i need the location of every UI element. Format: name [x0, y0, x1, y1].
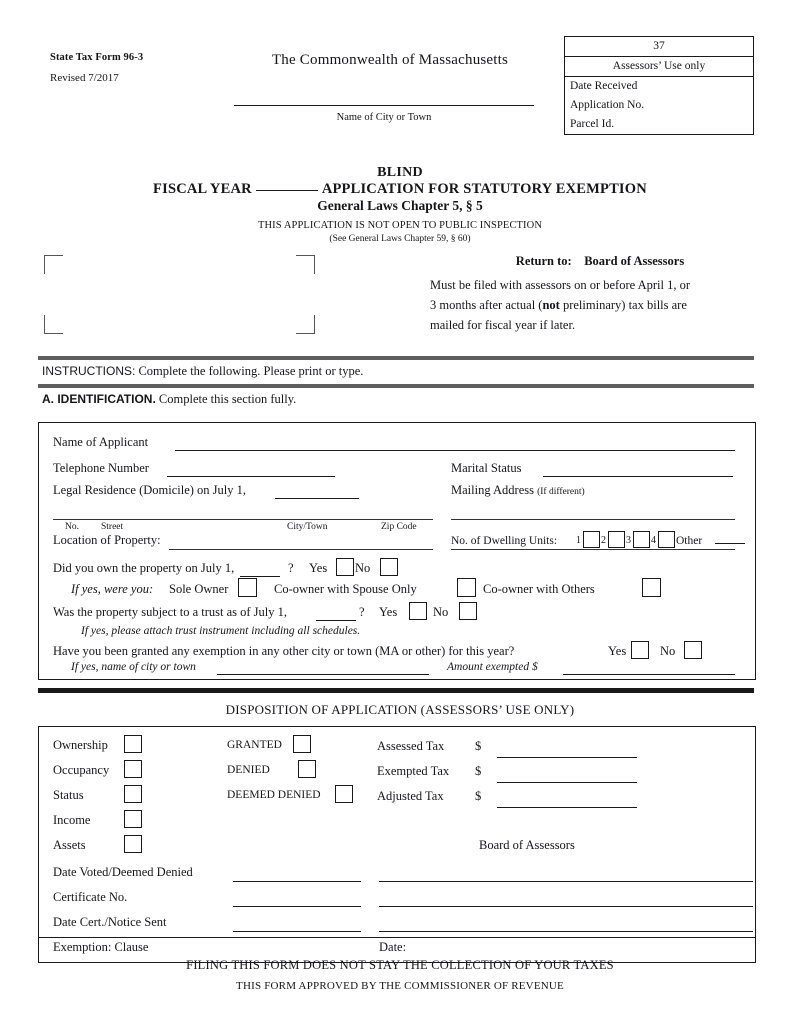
dwelling-units-other-label: Other: [676, 535, 703, 547]
assessors-box-number: 37: [653, 40, 665, 52]
assessed-tax-currency: $: [475, 739, 482, 753]
own-property-question-mark: ?: [288, 561, 294, 575]
marital-status-label: Marital Status: [451, 461, 522, 475]
address-no-label: No.: [65, 522, 79, 532]
dwelling-units-checkbox-2[interactable]: [608, 531, 625, 548]
exemption-date-label: Date:: [379, 940, 407, 954]
instructions-text: Complete the following. Please print or type.: [138, 364, 364, 378]
disposition-deemed-denied-checkbox[interactable]: [335, 785, 353, 803]
address-corner-bottom-right-icon: [296, 315, 315, 334]
instructions-bottom-divider: [38, 384, 754, 388]
disposition-status-label: Status: [53, 788, 84, 802]
own-property-year-input[interactable]: [240, 576, 280, 577]
city-town-blank-line[interactable]: [234, 105, 534, 106]
section-a-heading-line: [42, 392, 296, 407]
city-town-label: Name of City or Town: [336, 112, 432, 123]
trust-yes-checkbox[interactable]: [409, 602, 427, 620]
disposition-occupancy-checkbox[interactable]: [124, 760, 142, 778]
other-exemption-yes-checkbox[interactable]: [631, 641, 649, 659]
certificate-signature-input[interactable]: [379, 906, 753, 907]
dwelling-units-checkbox-3[interactable]: [633, 531, 650, 548]
disposition-income-checkbox[interactable]: [124, 810, 142, 828]
other-exemption-question: Have you been granted any exemption in any other city or town (MA or other) for this year?: [53, 644, 515, 658]
certificate-no-input[interactable]: [233, 906, 361, 907]
dwelling-units-label: No. of Dwelling Units:: [451, 535, 558, 547]
disposition-income-label: Income: [53, 813, 91, 827]
return-to-line-2-a: 3 months after actual (: [430, 298, 543, 312]
adjusted-tax-input[interactable]: [497, 807, 637, 808]
legal-residence-label: Legal Residence (Domicile) on July 1,: [53, 483, 246, 497]
address-corner-top-right-icon: [296, 255, 315, 274]
amount-exempted-label: Amount exempted $: [447, 661, 538, 673]
general-laws-citation: General Laws Chapter 5, § 5: [317, 198, 483, 213]
dwelling-units-other-input[interactable]: [715, 543, 745, 544]
disposition-denied-label: DENIED: [227, 764, 270, 776]
co-owner-spouse-checkbox[interactable]: [457, 578, 476, 597]
co-owner-others-label: Co-owner with Others: [483, 582, 595, 596]
trust-no-checkbox[interactable]: [459, 602, 477, 620]
name-of-applicant-input[interactable]: [175, 450, 735, 451]
return-to-label: Return to:: [515, 254, 572, 268]
footer-line-1: FILING THIS FORM DOES NOT STAY THE COLLECTION OF YOUR TAXES: [186, 958, 614, 972]
exempted-tax-currency: $: [475, 764, 482, 778]
date-cert-notice-label: Date Cert./Notice Sent: [53, 915, 167, 929]
fiscal-year-label: FISCAL YEAR: [153, 181, 252, 197]
mailing-address-input-2[interactable]: [451, 549, 735, 550]
return-to-line-2-b: preliminary) tax bills are: [559, 298, 687, 312]
instructions-heading: INSTRUCTIONS:: [42, 364, 136, 378]
commonwealth-title: The Commonwealth of Massachusetts: [271, 52, 509, 68]
other-exemption-no-label: No: [660, 644, 676, 658]
adjusted-tax-currency: $: [475, 789, 482, 803]
disposition-title: DISPOSITION OF APPLICATION (ASSESSORS’ USE ONLY): [225, 702, 575, 717]
instructions-top-divider: [38, 356, 754, 360]
disposition-status-checkbox[interactable]: [124, 785, 142, 803]
co-owner-others-checkbox[interactable]: [642, 578, 661, 597]
fiscal-year-blank[interactable]: [256, 190, 318, 191]
disposition-deemed-denied-label: DEEMED DENIED: [227, 789, 321, 801]
see-general-laws-note: (See General Laws Chapter 59, § 60): [329, 234, 471, 244]
assessors-date-received-field[interactable]: Date Received: [565, 76, 753, 96]
adjusted-tax-label: Adjusted Tax: [377, 789, 444, 803]
own-property-yes-checkbox[interactable]: [336, 558, 354, 576]
return-to-line-3: mailed for fiscal year if later.: [430, 318, 576, 332]
return-to-line-2-bold: not: [542, 298, 560, 312]
return-to-line-1: Must be filed with assessors on or before April 1, or: [430, 278, 691, 292]
dwelling-units-checkbox-1[interactable]: [583, 531, 600, 548]
instructions-line: [42, 364, 363, 379]
dwelling-units-option-2: 2: [601, 535, 606, 546]
exempted-tax-input[interactable]: [497, 782, 637, 783]
assessors-application-no-field[interactable]: Application No.: [570, 99, 645, 111]
sole-owner-label: Sole Owner: [169, 582, 229, 596]
legal-residence-address-input[interactable]: [53, 519, 433, 520]
not-open-notice: THIS APPLICATION IS NOT OPEN TO PUBLIC INSPECTION: [257, 220, 543, 231]
address-street-label: Street: [101, 522, 124, 532]
if-yes-city-input[interactable]: [217, 674, 429, 675]
date-cert-notice-input[interactable]: [233, 931, 361, 932]
date-voted-input[interactable]: [233, 881, 361, 882]
address-corner-bottom-left-icon: [44, 315, 63, 334]
return-to-recipient: Board of Assessors: [584, 254, 685, 268]
address-zip-code-label: Zip Code: [381, 522, 417, 532]
disposition-ownership-label: Ownership: [53, 738, 108, 752]
disposition-granted-checkbox[interactable]: [293, 735, 311, 753]
other-exemption-no-checkbox[interactable]: [684, 641, 702, 659]
date-voted-signature-input[interactable]: [379, 881, 753, 882]
name-of-applicant-label: Name of Applicant: [53, 435, 149, 449]
disposition-granted-label: GRANTED: [227, 739, 282, 751]
mailing-address-label: Mailing Address: [451, 483, 534, 497]
trust-question: Was the property subject to a trust as of July 1,: [53, 605, 288, 619]
section-a-label: A. IDENTIFICATION.: [42, 392, 156, 406]
disposition-assets-label: Assets: [53, 838, 86, 852]
mailing-address-note: (If different): [537, 487, 585, 497]
assessors-use-only-label: Assessors’ Use only: [565, 56, 753, 76]
marital-status-input[interactable]: [543, 476, 733, 477]
if-yes-were-you-label: If yes, were you:: [71, 582, 154, 596]
dwelling-units-checkbox-4[interactable]: [658, 531, 675, 548]
location-of-property-input[interactable]: [169, 549, 433, 550]
amount-exempted-input[interactable]: [563, 674, 735, 675]
trust-question-mark: ?: [359, 605, 365, 619]
mailing-address-line: [451, 483, 585, 498]
telephone-number-label: Telephone Number: [53, 461, 149, 475]
if-yes-city-label: If yes, name of city or town: [71, 661, 196, 673]
trust-no-label: No: [433, 605, 449, 619]
exempted-tax-label: Exempted Tax: [377, 764, 450, 778]
co-owner-spouse-label: Co-owner with Spouse Only: [274, 582, 417, 596]
disposition-denied-checkbox[interactable]: [298, 760, 316, 778]
exemption-clause-label: Exemption: Clause: [53, 940, 149, 954]
return-to-heading: [430, 254, 770, 269]
title-application: [0, 181, 800, 198]
footer-line-2: THIS FORM APPROVED BY THE COMMISSIONER OF REVENUE: [236, 980, 564, 992]
form-id-label: State Tax Form 96-3: [50, 52, 144, 63]
disposition-box: [38, 726, 756, 938]
own-property-no-label: No: [355, 561, 371, 575]
board-of-assessors-label: Board of Assessors: [479, 838, 575, 852]
return-to-line-2: [430, 295, 770, 315]
own-property-question: Did you own the property on July 1,: [53, 561, 235, 575]
application-title: APPLICATION FOR STATUTORY EXEMPTION: [321, 181, 647, 197]
trust-year-input[interactable]: [316, 620, 356, 621]
disposition-assets-checkbox[interactable]: [124, 835, 142, 853]
title-blind: BLIND: [377, 165, 423, 180]
dwelling-units-option-3: 3: [626, 535, 631, 546]
other-exemption-yes-label: Yes: [608, 644, 627, 658]
disposition-occupancy-label: Occupancy: [53, 763, 110, 777]
own-property-yes-label: Yes: [309, 561, 328, 575]
address-corner-top-left-icon: [44, 255, 63, 274]
telephone-number-input[interactable]: [167, 476, 335, 477]
disposition-ownership-checkbox[interactable]: [124, 735, 142, 753]
trust-attach-note: If yes, please attach trust instrument including all schedules.: [81, 625, 361, 637]
certificate-no-label: Certificate No.: [53, 890, 128, 904]
location-of-property-label: Location of Property:: [53, 533, 161, 547]
date-cert-signature-input[interactable]: [379, 931, 753, 932]
section-a-text: Complete this section fully.: [158, 392, 297, 406]
legal-residence-year-input[interactable]: [275, 498, 359, 499]
assessed-tax-input[interactable]: [497, 757, 637, 758]
sole-owner-checkbox[interactable]: [238, 578, 257, 597]
mailing-address-input[interactable]: [451, 519, 735, 520]
disposition-top-divider: [38, 688, 754, 693]
trust-yes-label: Yes: [379, 605, 398, 619]
return-to-block: [430, 254, 770, 335]
dwelling-units-option-4: 4: [651, 535, 656, 546]
assessors-use-box: [564, 36, 754, 135]
date-voted-label: Date Voted/Deemed Denied: [53, 865, 193, 879]
dwelling-units-option-1: 1: [576, 535, 581, 546]
assessed-tax-label: Assessed Tax: [377, 739, 445, 753]
address-city-town-label: City/Town: [287, 522, 328, 532]
form-revision-label: Revised 7/2017: [50, 72, 119, 84]
assessors-parcel-id-field[interactable]: Parcel Id.: [570, 118, 615, 130]
own-property-no-checkbox[interactable]: [380, 558, 398, 576]
identification-box: [38, 422, 756, 680]
